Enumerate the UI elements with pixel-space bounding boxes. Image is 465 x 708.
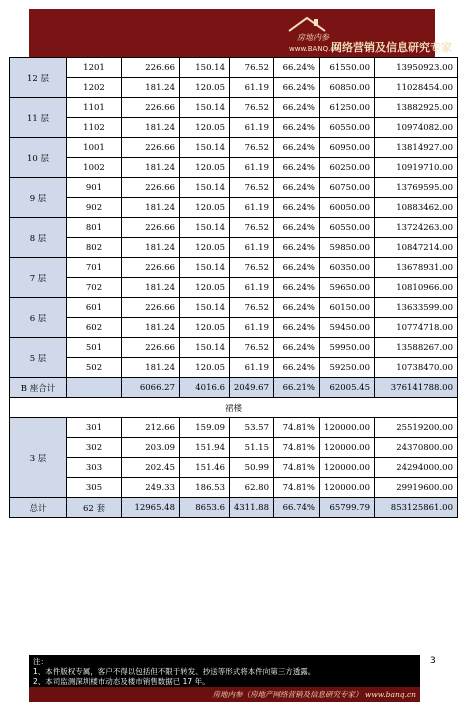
table-cell: 60250.00 [320, 158, 375, 178]
table-cell: 66.24% [274, 238, 320, 258]
table-cell: 226.66 [122, 298, 180, 318]
table-cell: 181.24 [122, 318, 180, 338]
table-cell: 13769595.00 [375, 178, 458, 198]
table-cell: 150.14 [180, 258, 230, 278]
brand-name: 房地内参 [297, 33, 329, 42]
table-cell: 61.19 [230, 358, 274, 378]
floor-label: 11 层 [10, 98, 67, 138]
table-cell: 74.81% [274, 478, 320, 498]
table-cell: 10774718.00 [375, 318, 458, 338]
table-cell: 59650.00 [320, 278, 375, 298]
unit-number: 303 [67, 458, 122, 478]
table-cell: 62.80 [230, 478, 274, 498]
table-cell: 181.24 [122, 198, 180, 218]
table-cell: 13678931.00 [375, 258, 458, 278]
table-cell: 29919600.00 [375, 478, 458, 498]
unit-number: 701 [67, 258, 122, 278]
unit-number: 1002 [67, 158, 122, 178]
floor-label: 6 层 [10, 298, 67, 338]
table-cell: 66.24% [274, 198, 320, 218]
table-cell: 150.14 [180, 298, 230, 318]
price-table [9, 57, 458, 518]
table-cell: 66.24% [274, 358, 320, 378]
table-cell: 226.66 [122, 138, 180, 158]
floor-label: 9 层 [10, 178, 67, 218]
unit-number: 1201 [67, 58, 122, 78]
table-cell: 151.46 [180, 458, 230, 478]
table-row [10, 438, 458, 458]
table-cell: 150.14 [180, 338, 230, 358]
table-cell [67, 378, 122, 398]
unit-number: 601 [67, 298, 122, 318]
table-cell: 76.52 [230, 298, 274, 318]
unit-number: 802 [67, 238, 122, 258]
footer-brand: 房地内参（房地产网络营销及信息研究专家） www.banq.cn [212, 690, 416, 699]
table-cell: 376141788.00 [375, 378, 458, 398]
grand-total-row [10, 498, 458, 518]
table-cell: 66.24% [274, 178, 320, 198]
floor-label: 3 层 [10, 418, 67, 498]
table-cell: 61.19 [230, 278, 274, 298]
table-cell: 76.52 [230, 338, 274, 358]
table-cell: 66.24% [274, 318, 320, 338]
table-row [10, 198, 458, 218]
table-cell: 74.81% [274, 418, 320, 438]
table-cell: 59850.00 [320, 238, 375, 258]
table-cell: 66.24% [274, 158, 320, 178]
table-cell: 76.52 [230, 98, 274, 118]
table-cell: 10974082.00 [375, 118, 458, 138]
section-label: 裙楼 [10, 398, 458, 418]
table-cell: 61.19 [230, 198, 274, 218]
table-cell: 61.19 [230, 158, 274, 178]
table-cell: 150.14 [180, 98, 230, 118]
table-cell: 120000.00 [320, 418, 375, 438]
table-row [10, 478, 458, 498]
table-cell: 59450.00 [320, 318, 375, 338]
table-row [10, 58, 458, 78]
table-cell: 25519200.00 [375, 418, 458, 438]
table-cell: 8653.6 [180, 498, 230, 518]
table-cell: 51.15 [230, 438, 274, 458]
table-cell: 159.09 [180, 418, 230, 438]
table-cell: 13882925.00 [375, 98, 458, 118]
brand-site: www.BANQ.cn [289, 45, 339, 53]
table-cell: 62005.45 [320, 378, 375, 398]
table-cell: 249.33 [122, 478, 180, 498]
header-banner [29, 9, 452, 57]
table-cell: 50.99 [230, 458, 274, 478]
table-cell: 120.05 [180, 78, 230, 98]
table-cell: 53.57 [230, 418, 274, 438]
table-cell: 59250.00 [320, 358, 375, 378]
table-row [10, 358, 458, 378]
unit-number: 901 [67, 178, 122, 198]
unit-number: 902 [67, 198, 122, 218]
unit-number: 501 [67, 338, 122, 358]
table-cell: 24294000.00 [375, 458, 458, 478]
table-cell: 853125861.00 [375, 498, 458, 518]
table-cell: 66.21% [274, 378, 320, 398]
table-cell: 65799.79 [320, 498, 375, 518]
table-cell: 61.19 [230, 318, 274, 338]
table-cell: 61550.00 [320, 58, 375, 78]
subtotal-label: B 座合计 [10, 378, 67, 398]
table-cell: 10883462.00 [375, 198, 458, 218]
table-cell: 13950923.00 [375, 58, 458, 78]
table-cell: 150.14 [180, 218, 230, 238]
table-cell: 203.09 [122, 438, 180, 458]
floor-label: 7 层 [10, 258, 67, 298]
table-cell: 10738470.00 [375, 358, 458, 378]
table-cell: 61250.00 [320, 98, 375, 118]
table-cell: 181.24 [122, 78, 180, 98]
table-row [10, 158, 458, 178]
table-cell: 226.66 [122, 258, 180, 278]
table-cell: 120.05 [180, 198, 230, 218]
table-cell: 60950.00 [320, 138, 375, 158]
table-cell: 60050.00 [320, 198, 375, 218]
table-row [10, 418, 458, 438]
table-cell: 66.24% [274, 58, 320, 78]
table-cell: 60850.00 [320, 78, 375, 98]
table-cell: 60750.00 [320, 178, 375, 198]
table-cell: 61.19 [230, 238, 274, 258]
table-cell: 11028454.00 [375, 78, 458, 98]
table-cell: 226.66 [122, 338, 180, 358]
table-cell: 76.52 [230, 258, 274, 278]
table-cell: 66.24% [274, 118, 320, 138]
table-cell: 13724263.00 [375, 218, 458, 238]
table-cell: 66.24% [274, 78, 320, 98]
section-row [10, 398, 458, 418]
table-cell: 6066.27 [122, 378, 180, 398]
table-cell: 150.14 [180, 178, 230, 198]
table-cell: 60550.00 [320, 218, 375, 238]
table-row [10, 298, 458, 318]
table-cell: 2049.67 [230, 378, 274, 398]
table-cell: 74.81% [274, 438, 320, 458]
table-cell: 226.66 [122, 218, 180, 238]
table-row [10, 278, 458, 298]
table-cell: 76.52 [230, 138, 274, 158]
table-cell: 10810966.00 [375, 278, 458, 298]
table-cell: 66.24% [274, 138, 320, 158]
unit-number: 502 [67, 358, 122, 378]
table-cell: 66.74% [274, 498, 320, 518]
table-cell: 76.52 [230, 58, 274, 78]
table-cell: 120.05 [180, 158, 230, 178]
unit-number: 801 [67, 218, 122, 238]
table-cell: 181.24 [122, 158, 180, 178]
table-row [10, 318, 458, 338]
table-row [10, 98, 458, 118]
table-cell: 24370800.00 [375, 438, 458, 458]
table-cell: 226.66 [122, 98, 180, 118]
floor-label: 12 层 [10, 58, 67, 98]
unit-number: 602 [67, 318, 122, 338]
table-cell: 61.19 [230, 78, 274, 98]
table-cell: 66.24% [274, 338, 320, 358]
page-number: 3 [430, 656, 436, 666]
table-cell: 66.24% [274, 98, 320, 118]
table-cell: 120.05 [180, 118, 230, 138]
table-cell: 151.94 [180, 438, 230, 458]
table-cell: 150.14 [180, 138, 230, 158]
grand-total-label: 总计 [10, 498, 67, 518]
table-cell: 13633599.00 [375, 298, 458, 318]
unit-number: 1102 [67, 118, 122, 138]
table-cell: 66.24% [274, 258, 320, 278]
table-cell: 76.52 [230, 218, 274, 238]
note-label: 注： [33, 657, 48, 666]
table-cell: 13814927.00 [375, 138, 458, 158]
unit-number: 1202 [67, 78, 122, 98]
table-cell: 60350.00 [320, 258, 375, 278]
footer-bar [29, 687, 420, 702]
table-cell: 61.19 [230, 118, 274, 138]
table-cell: 202.45 [122, 458, 180, 478]
table-cell: 62 套 [67, 498, 122, 518]
table-row [10, 218, 458, 238]
table-cell: 74.81% [274, 458, 320, 478]
header-title: 网络营销及信息研究专家 [331, 41, 452, 54]
table-row [10, 338, 458, 358]
table-cell: 212.66 [122, 418, 180, 438]
table-cell: 4016.6 [180, 378, 230, 398]
table-row [10, 78, 458, 98]
table-cell: 76.52 [230, 178, 274, 198]
table-cell: 186.53 [180, 478, 230, 498]
unit-number: 1001 [67, 138, 122, 158]
table-cell: 59950.00 [320, 338, 375, 358]
note-line-2: 2、本司监测深圳楼市动态及楼市销售数据已 17 年。 [33, 677, 210, 686]
table-cell: 66.24% [274, 218, 320, 238]
table-row [10, 138, 458, 158]
unit-number: 301 [67, 418, 122, 438]
table-row [10, 118, 458, 138]
table-cell: 66.24% [274, 278, 320, 298]
table-cell: 120000.00 [320, 458, 375, 478]
table-cell: 60150.00 [320, 298, 375, 318]
table-cell: 181.24 [122, 118, 180, 138]
table-cell: 120.05 [180, 318, 230, 338]
table-row [10, 238, 458, 258]
unit-number: 302 [67, 438, 122, 458]
table-row [10, 258, 458, 278]
unit-number: 702 [67, 278, 122, 298]
table-row [10, 178, 458, 198]
table-cell: 66.24% [274, 298, 320, 318]
table-cell: 12965.48 [122, 498, 180, 518]
table-cell: 120000.00 [320, 438, 375, 458]
table-cell: 181.24 [122, 238, 180, 258]
table-cell: 181.24 [122, 358, 180, 378]
table-cell: 60550.00 [320, 118, 375, 138]
unit-number: 1101 [67, 98, 122, 118]
floor-label: 8 层 [10, 218, 67, 258]
table-cell: 120.05 [180, 358, 230, 378]
table-cell: 10847214.00 [375, 238, 458, 258]
table-cell: 120.05 [180, 238, 230, 258]
floor-label: 5 层 [10, 338, 67, 378]
table-cell: 120000.00 [320, 478, 375, 498]
note-line-1: 1、本件版权专属，客户不得以包括但不限于转发、抄送等形式将本件向第三方透露。 [33, 667, 316, 676]
table-cell: 226.66 [122, 58, 180, 78]
table-cell: 120.05 [180, 278, 230, 298]
table-cell: 226.66 [122, 178, 180, 198]
floor-label: 10 层 [10, 138, 67, 178]
unit-number: 305 [67, 478, 122, 498]
table-cell: 10919710.00 [375, 158, 458, 178]
footer-notes [29, 655, 420, 702]
table-row [10, 458, 458, 478]
table-cell: 13588267.00 [375, 338, 458, 358]
subtotal-row [10, 378, 458, 398]
table-cell: 4311.88 [230, 498, 274, 518]
table-cell: 181.24 [122, 278, 180, 298]
table-cell: 150.14 [180, 58, 230, 78]
